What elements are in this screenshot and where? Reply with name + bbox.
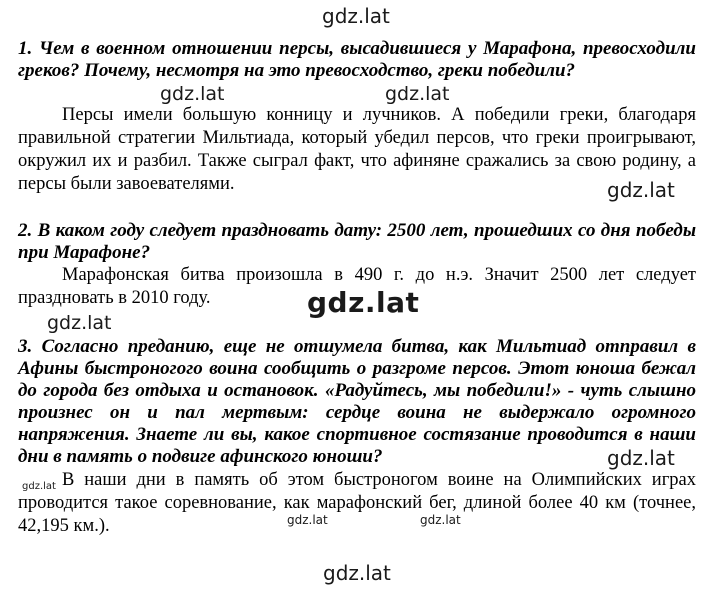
answer-3: В наши дни в память об этом быстроногом воине на Олимпийских играх проводится такое соревнование, как марафонский бег, длиной более 40 км (точнее, 42,195 км.). <box>18 470 696 536</box>
watermark: gdz.lat <box>47 312 112 334</box>
watermark: gdz.lat <box>607 446 675 470</box>
watermark: gdz.lat <box>307 286 420 319</box>
watermark: gdz.lat <box>420 513 461 527</box>
answer-2: Марафонская битва произошла в 490 г. до н.э. Значит 2500 лет следует праздновать в 2010 году. <box>18 265 696 308</box>
question-1: 1. Чем в военном отношении персы, высадившиеся у Марафона, превосходили греков? Почему, несмотря на это превосходство, греки победили? <box>18 38 696 81</box>
watermark: gdz.lat <box>322 4 390 28</box>
watermark: gdz.lat <box>160 83 225 105</box>
question-3: 3. Согласно преданию, еще не отшумела битва, как Мильтиад отправил в Афины быстроногого воина сообщить о разгроме персов. Этот юноша бежал до города без отдыха и остановок. «Радуйтесь, мы победили!» - чуть слышно произнес он и пал мертвым: сердце воина не выдержало огромного напряжения. Знаете ли вы, какое спортивное состязание проводится в наши дни в память о подвиге афинского юноши? <box>18 336 696 467</box>
answer-1: Персы имели большую конницу и лучников. А победили греки, благодаря правильной стратегии Мильтиада, который убедил персов, что греки проигрывают, окружил их и разбил. Также сыграл факт, что афиняне сражались за свою родину, а персы были завоевателями. <box>18 105 696 194</box>
watermark: gdz.lat <box>287 513 328 527</box>
watermark: gdz.lat <box>385 83 450 105</box>
watermark: gdz.lat <box>607 178 675 202</box>
watermark: gdz.lat <box>22 481 56 492</box>
question-2: 2. В каком году следует праздновать дату: 2500 лет, прошедших со дня победы при Марафоне? <box>18 220 696 263</box>
watermark: gdz.lat <box>323 561 391 585</box>
